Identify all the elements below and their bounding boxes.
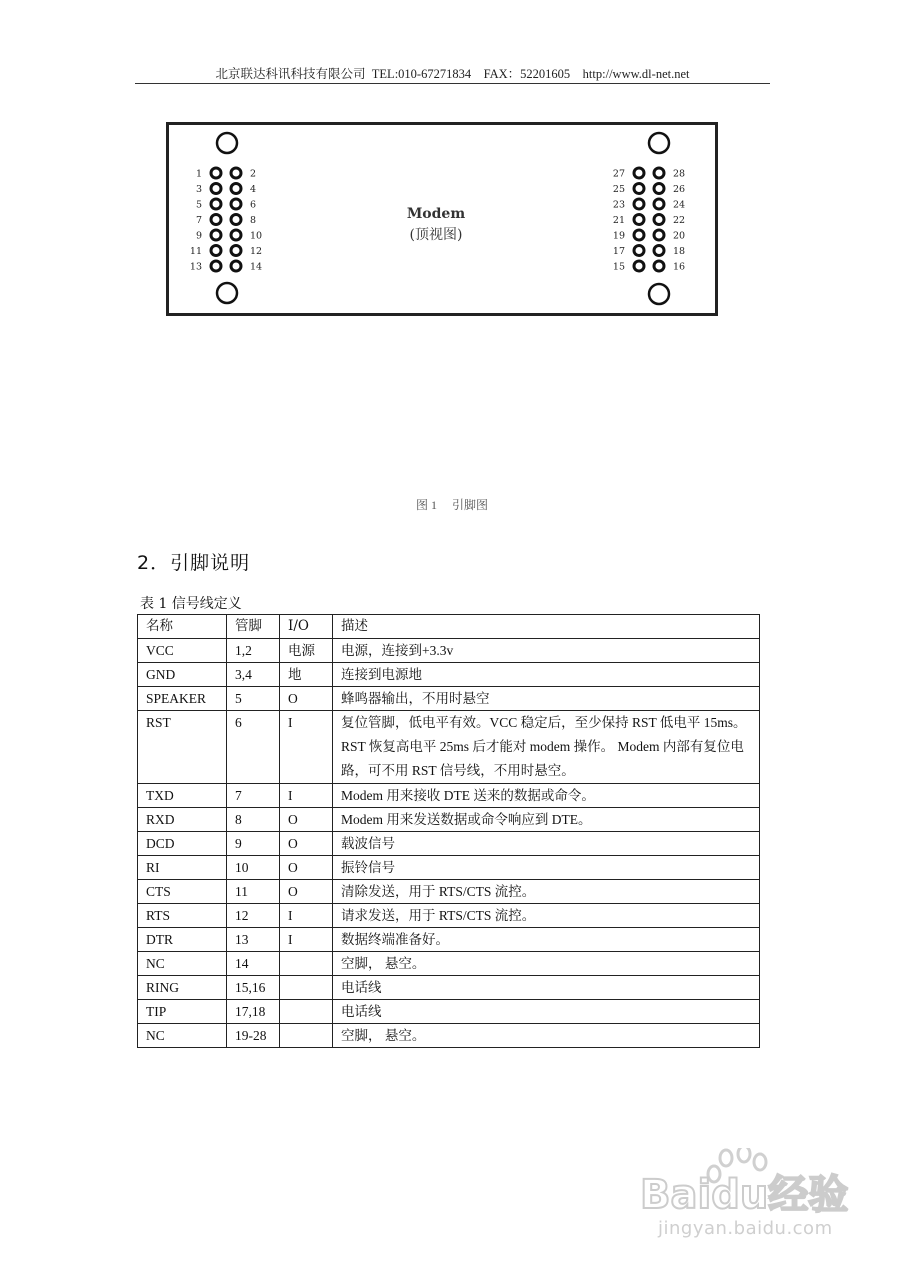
cell-desc: 电话线 <box>333 976 760 1000</box>
cell-io: 地 <box>280 663 333 687</box>
header-url[interactable]: http://www.dl-net.net <box>582 67 690 81</box>
cell-pins: 6 <box>227 711 280 784</box>
table-row <box>138 808 760 832</box>
cell-pins: 19-28 <box>227 1024 280 1048</box>
left-pin-label: 7 <box>195 215 202 226</box>
cell-pins: 7 <box>227 784 280 808</box>
cell-name: DCD <box>138 832 227 856</box>
cell-desc: 振铃信号 <box>333 856 760 880</box>
left-pin-label: 2 <box>250 168 257 180</box>
cell-pins: 13 <box>227 928 280 952</box>
cell-name: GND <box>138 663 227 687</box>
figure-caption-text: 引脚图 <box>452 498 489 512</box>
table-title: 表 1 信号线定义 <box>140 596 242 612</box>
cell-io <box>280 952 333 976</box>
cell-io: O <box>280 832 333 856</box>
table-row <box>138 832 760 856</box>
left-pin-label: 9 <box>195 230 202 242</box>
left-pin-label: 6 <box>250 199 257 211</box>
cell-io <box>280 1024 333 1048</box>
cell-desc: 电话线 <box>333 1000 760 1024</box>
left-pin-label: 4 <box>250 184 257 195</box>
right-pin-label: 18 <box>673 246 686 257</box>
column-header-pins: 管脚 <box>227 615 280 639</box>
table-row <box>138 904 760 928</box>
cell-io: O <box>280 808 333 832</box>
cell-desc: 数据终端准备好。 <box>333 928 760 952</box>
right-pin-label: 22 <box>673 215 686 226</box>
cell-desc: 空脚， 悬空。 <box>333 952 760 976</box>
left-pin-label: 3 <box>195 184 202 195</box>
cell-pins: 3,4 <box>227 663 280 687</box>
cell-desc: 请求发送，用于 RTS/CTS 流控。 <box>333 904 760 928</box>
table-row <box>138 711 760 784</box>
right-pin-label: 20 <box>673 230 686 242</box>
left-pin-label: 12 <box>250 246 263 257</box>
cell-name: RXD <box>138 808 227 832</box>
cell-desc: 蜂鸣器输出，不用时悬空 <box>333 687 760 711</box>
left-pin-label: 10 <box>250 230 263 242</box>
cell-name: SPEAKER <box>138 687 227 711</box>
left-pin-label: 8 <box>250 215 257 226</box>
cell-io <box>280 976 333 1000</box>
header-rule <box>135 83 770 84</box>
left-pin-label: 1 <box>195 168 202 180</box>
watermark-brand: Baidu经验 <box>640 1172 849 1218</box>
figure-number: 图 1 <box>415 498 437 512</box>
column-header-name: 名称 <box>138 615 227 639</box>
cell-name: RI <box>138 856 227 880</box>
right-pin-label: 26 <box>673 184 686 195</box>
table-row <box>138 976 760 1000</box>
right-pin-label: 25 <box>612 184 625 195</box>
table-row <box>138 639 760 663</box>
left-pin-label: 5 <box>195 199 202 211</box>
left-pin-label: 14 <box>250 261 263 273</box>
figure-caption <box>0 496 904 513</box>
cell-io <box>280 1000 333 1024</box>
right-pin-label: 15 <box>612 261 625 273</box>
right-pin-label: 27 <box>612 168 625 180</box>
cell-name: RING <box>138 976 227 1000</box>
table-row <box>138 784 760 808</box>
right-pin-label: 17 <box>612 246 625 257</box>
cell-name: TIP <box>138 1000 227 1024</box>
cell-io: O <box>280 856 333 880</box>
cell-io: I <box>280 904 333 928</box>
table-row <box>138 687 760 711</box>
cell-name: NC <box>138 952 227 976</box>
cell-desc: Modem 用来发送数据或命令响应到 DTE。 <box>333 808 760 832</box>
cell-desc: Modem 用来接收 DTE 送来的数据或命令。 <box>333 784 760 808</box>
table-header-row <box>138 615 760 639</box>
cell-pins: 14 <box>227 952 280 976</box>
cell-desc: 清除发送，用于 RTS/CTS 流控。 <box>333 880 760 904</box>
table-row <box>138 663 760 687</box>
cell-pins: 12 <box>227 904 280 928</box>
cell-pins: 11 <box>227 880 280 904</box>
cell-name: TXD <box>138 784 227 808</box>
watermark-url: jingyan.baidu.com <box>658 1218 833 1239</box>
section-heading: 2．引脚说明 <box>137 552 251 574</box>
table-row <box>138 856 760 880</box>
cell-name: NC <box>138 1024 227 1048</box>
table-row <box>138 1024 760 1048</box>
table-row <box>138 952 760 976</box>
left-pin-label: 11 <box>189 246 202 257</box>
page-header <box>135 64 770 82</box>
cell-desc: 载波信号 <box>333 832 760 856</box>
right-pin-label: 21 <box>612 215 625 226</box>
table-row <box>138 880 760 904</box>
cell-name: RST <box>138 711 227 784</box>
right-pin-label: 16 <box>673 261 686 273</box>
right-pin-label: 19 <box>612 230 625 242</box>
signal-table-wrap <box>137 614 759 1048</box>
column-header-desc: 描述 <box>333 615 760 639</box>
right-pin-label: 24 <box>673 199 686 211</box>
cell-io: 电源 <box>280 639 333 663</box>
cell-io: I <box>280 928 333 952</box>
cell-name: RTS <box>138 904 227 928</box>
cell-io: O <box>280 880 333 904</box>
cell-desc: 连接到电源地 <box>333 663 760 687</box>
cell-pins: 9 <box>227 832 280 856</box>
cell-pins: 1,2 <box>227 639 280 663</box>
baidu-jingyan-watermark <box>640 1148 860 1248</box>
left-pin-label: 13 <box>189 261 202 273</box>
cell-desc: 空脚， 悬空。 <box>333 1024 760 1048</box>
right-pin-label: 23 <box>612 199 625 211</box>
cell-desc: 复位管脚，低电平有效。VCC 稳定后，至少保持 RST 低电平 15ms。RST 恢复高电平 25ms 后才能对 modem 操作。 Modem 内部有复位电路，可不用 RST 信号线，不用时悬空。 <box>333 711 760 784</box>
cell-name: VCC <box>138 639 227 663</box>
right-pin-label: 28 <box>673 168 686 180</box>
table-row <box>138 1000 760 1024</box>
cell-pins: 10 <box>227 856 280 880</box>
cell-pins: 15,16 <box>227 976 280 1000</box>
diagram-title: Modem <box>406 206 466 222</box>
header-tel: TEL:010-67271834 <box>371 67 472 81</box>
cell-pins: 5 <box>227 687 280 711</box>
cell-name: CTS <box>138 880 227 904</box>
cell-io: I <box>280 711 333 784</box>
cell-io: O <box>280 687 333 711</box>
header-company: 北京联达科讯科技有限公司 <box>215 67 366 81</box>
cell-name: DTR <box>138 928 227 952</box>
cell-pins: 17,18 <box>227 1000 280 1024</box>
diagram-subtitle: (顶视图) <box>409 227 463 243</box>
cell-desc: 电源，连接到+3.3v <box>333 639 760 663</box>
column-header-io: I/O <box>280 615 333 639</box>
cell-io: I <box>280 784 333 808</box>
header-fax: FAX：52201605 <box>483 67 571 81</box>
table-row <box>138 928 760 952</box>
signal-table <box>137 614 760 1048</box>
pin-diagram <box>166 122 718 316</box>
cell-pins: 8 <box>227 808 280 832</box>
